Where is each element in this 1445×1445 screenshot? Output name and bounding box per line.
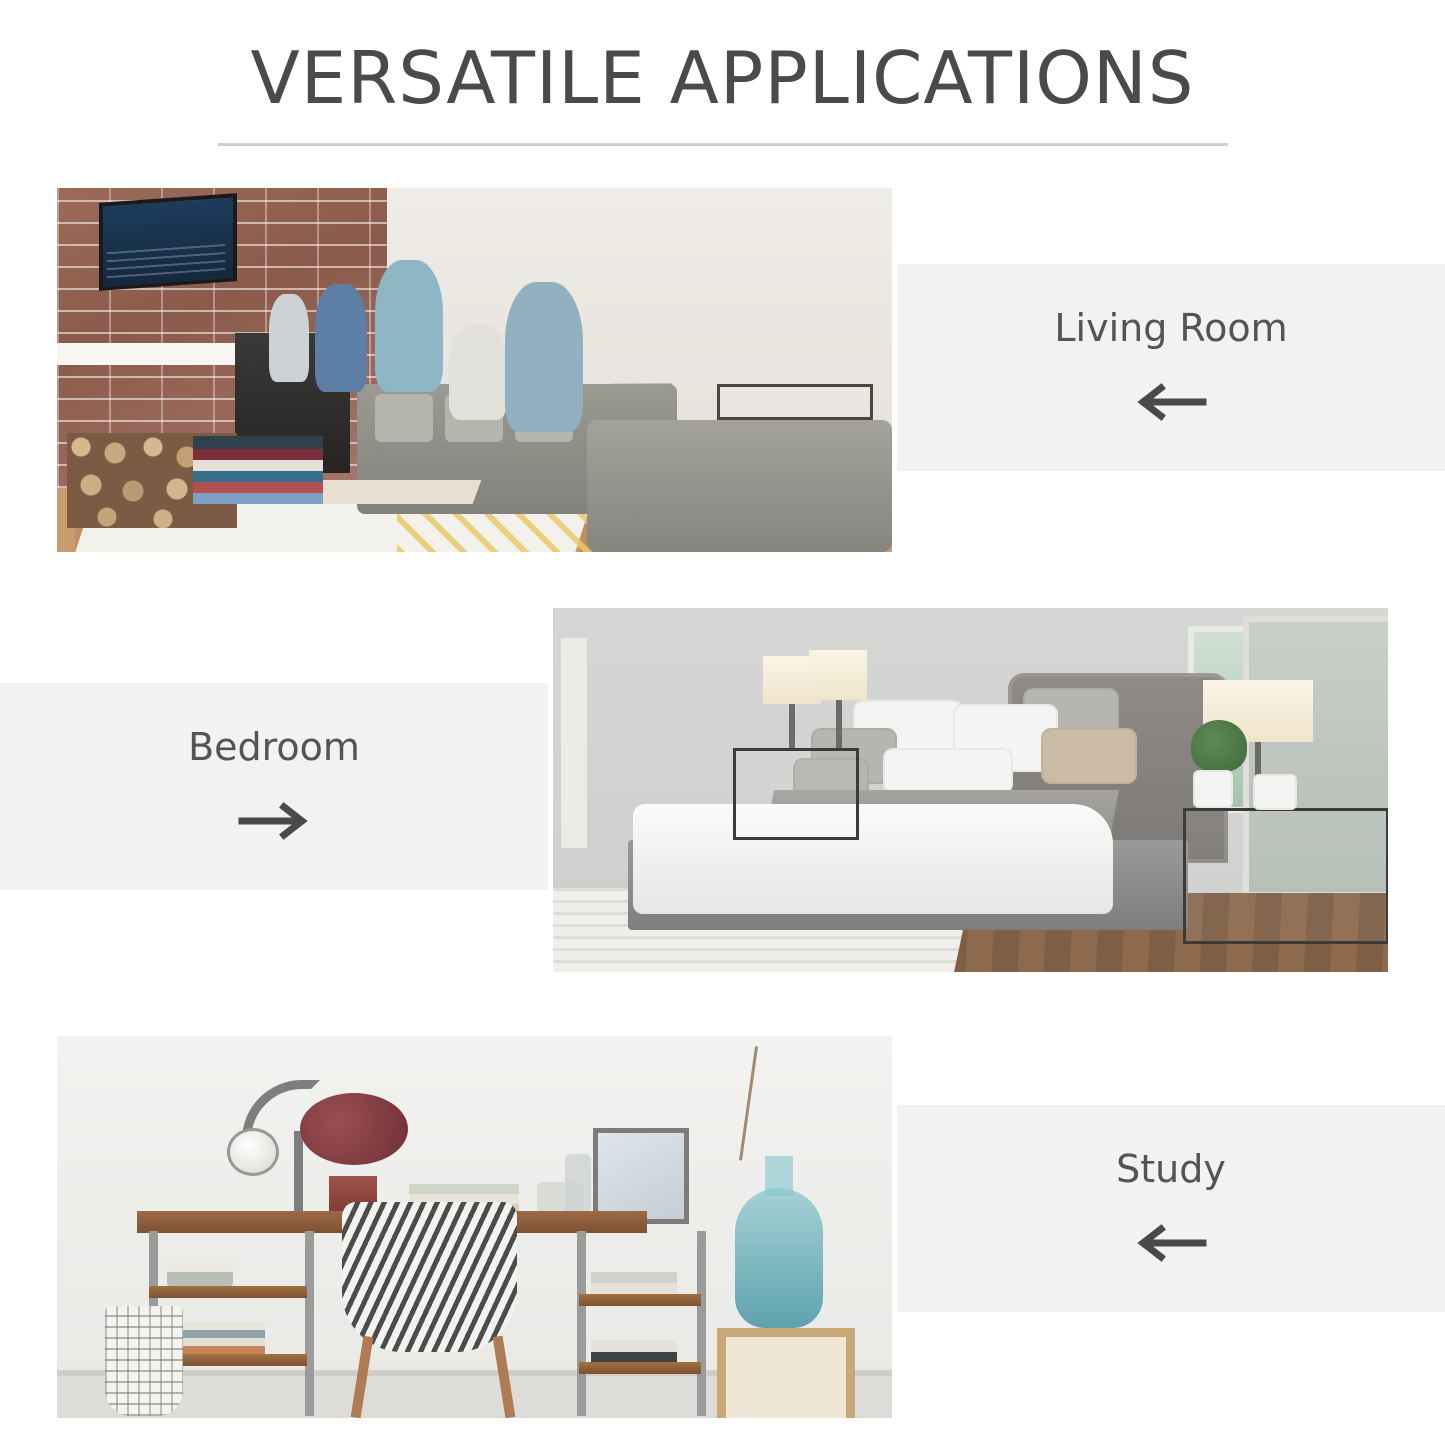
title-divider bbox=[218, 143, 1228, 146]
person-girl bbox=[315, 284, 367, 392]
nightstand-left bbox=[733, 748, 859, 840]
glass-bottle-vase bbox=[735, 1188, 823, 1328]
desk-leg bbox=[577, 1231, 586, 1416]
study-label-panel bbox=[897, 1105, 1445, 1312]
desk-lamp-pole bbox=[294, 1131, 303, 1216]
bedroom-arrow bbox=[0, 801, 548, 845]
desk-leg bbox=[697, 1231, 706, 1416]
bedroom-label: Bedroom bbox=[188, 725, 360, 769]
person-adult-female bbox=[505, 282, 583, 432]
potted-plant bbox=[1191, 720, 1247, 772]
living-room-arrow bbox=[897, 382, 1445, 426]
table-lamp-shade bbox=[809, 650, 867, 700]
page-title: VERSATILE APPLICATIONS bbox=[250, 36, 1195, 120]
book-stack bbox=[193, 436, 323, 504]
shelf-books bbox=[167, 1258, 233, 1286]
chair-back bbox=[342, 1202, 517, 1352]
arrow-left-icon bbox=[1135, 1223, 1207, 1263]
picture-frame bbox=[593, 1128, 689, 1224]
bedroom-photo bbox=[553, 608, 1388, 972]
shelf-books bbox=[591, 1272, 677, 1294]
fireplace-mantel bbox=[57, 343, 247, 365]
table-lamp-base bbox=[789, 704, 795, 750]
television bbox=[99, 193, 237, 291]
study-photo bbox=[57, 1036, 892, 1418]
desk-side-shelf bbox=[579, 1362, 701, 1374]
person-adult-male bbox=[375, 260, 443, 392]
sofa-front-section bbox=[587, 420, 892, 552]
vase bbox=[1193, 770, 1233, 808]
desk-side-shelf bbox=[149, 1286, 307, 1298]
study-arrow bbox=[897, 1223, 1445, 1267]
desk-lamp-head bbox=[227, 1128, 279, 1176]
arrow-left-icon bbox=[1135, 382, 1207, 422]
bonsai-foliage bbox=[300, 1093, 408, 1165]
table-lamp-base bbox=[836, 700, 842, 750]
duvet bbox=[633, 804, 1113, 914]
shelf-books bbox=[169, 1322, 265, 1354]
lumbar-pillow bbox=[883, 748, 1013, 794]
desk-side-shelf bbox=[579, 1294, 701, 1306]
page-header bbox=[0, 0, 1445, 160]
wire-basket bbox=[105, 1306, 183, 1416]
sofa-cushion bbox=[375, 394, 433, 442]
accent-pillow bbox=[1041, 728, 1137, 784]
glass-decor bbox=[565, 1154, 591, 1214]
tv-screen-content bbox=[107, 240, 225, 278]
person-child-left bbox=[269, 294, 309, 382]
nightstand-right bbox=[1183, 808, 1388, 944]
desk-leg bbox=[305, 1231, 314, 1416]
arrow-right-icon bbox=[238, 801, 310, 841]
living-room-label-panel bbox=[897, 264, 1445, 471]
living-room-photo bbox=[57, 188, 892, 552]
bedroom-label-panel bbox=[0, 683, 548, 890]
shelf-books bbox=[591, 1340, 677, 1362]
study-label: Study bbox=[1116, 1147, 1226, 1191]
vase bbox=[1253, 774, 1297, 810]
window-frame-left bbox=[561, 638, 587, 848]
storage-crate bbox=[717, 1328, 855, 1418]
living-room-label: Living Room bbox=[1054, 306, 1288, 350]
person-child-right bbox=[449, 324, 507, 420]
